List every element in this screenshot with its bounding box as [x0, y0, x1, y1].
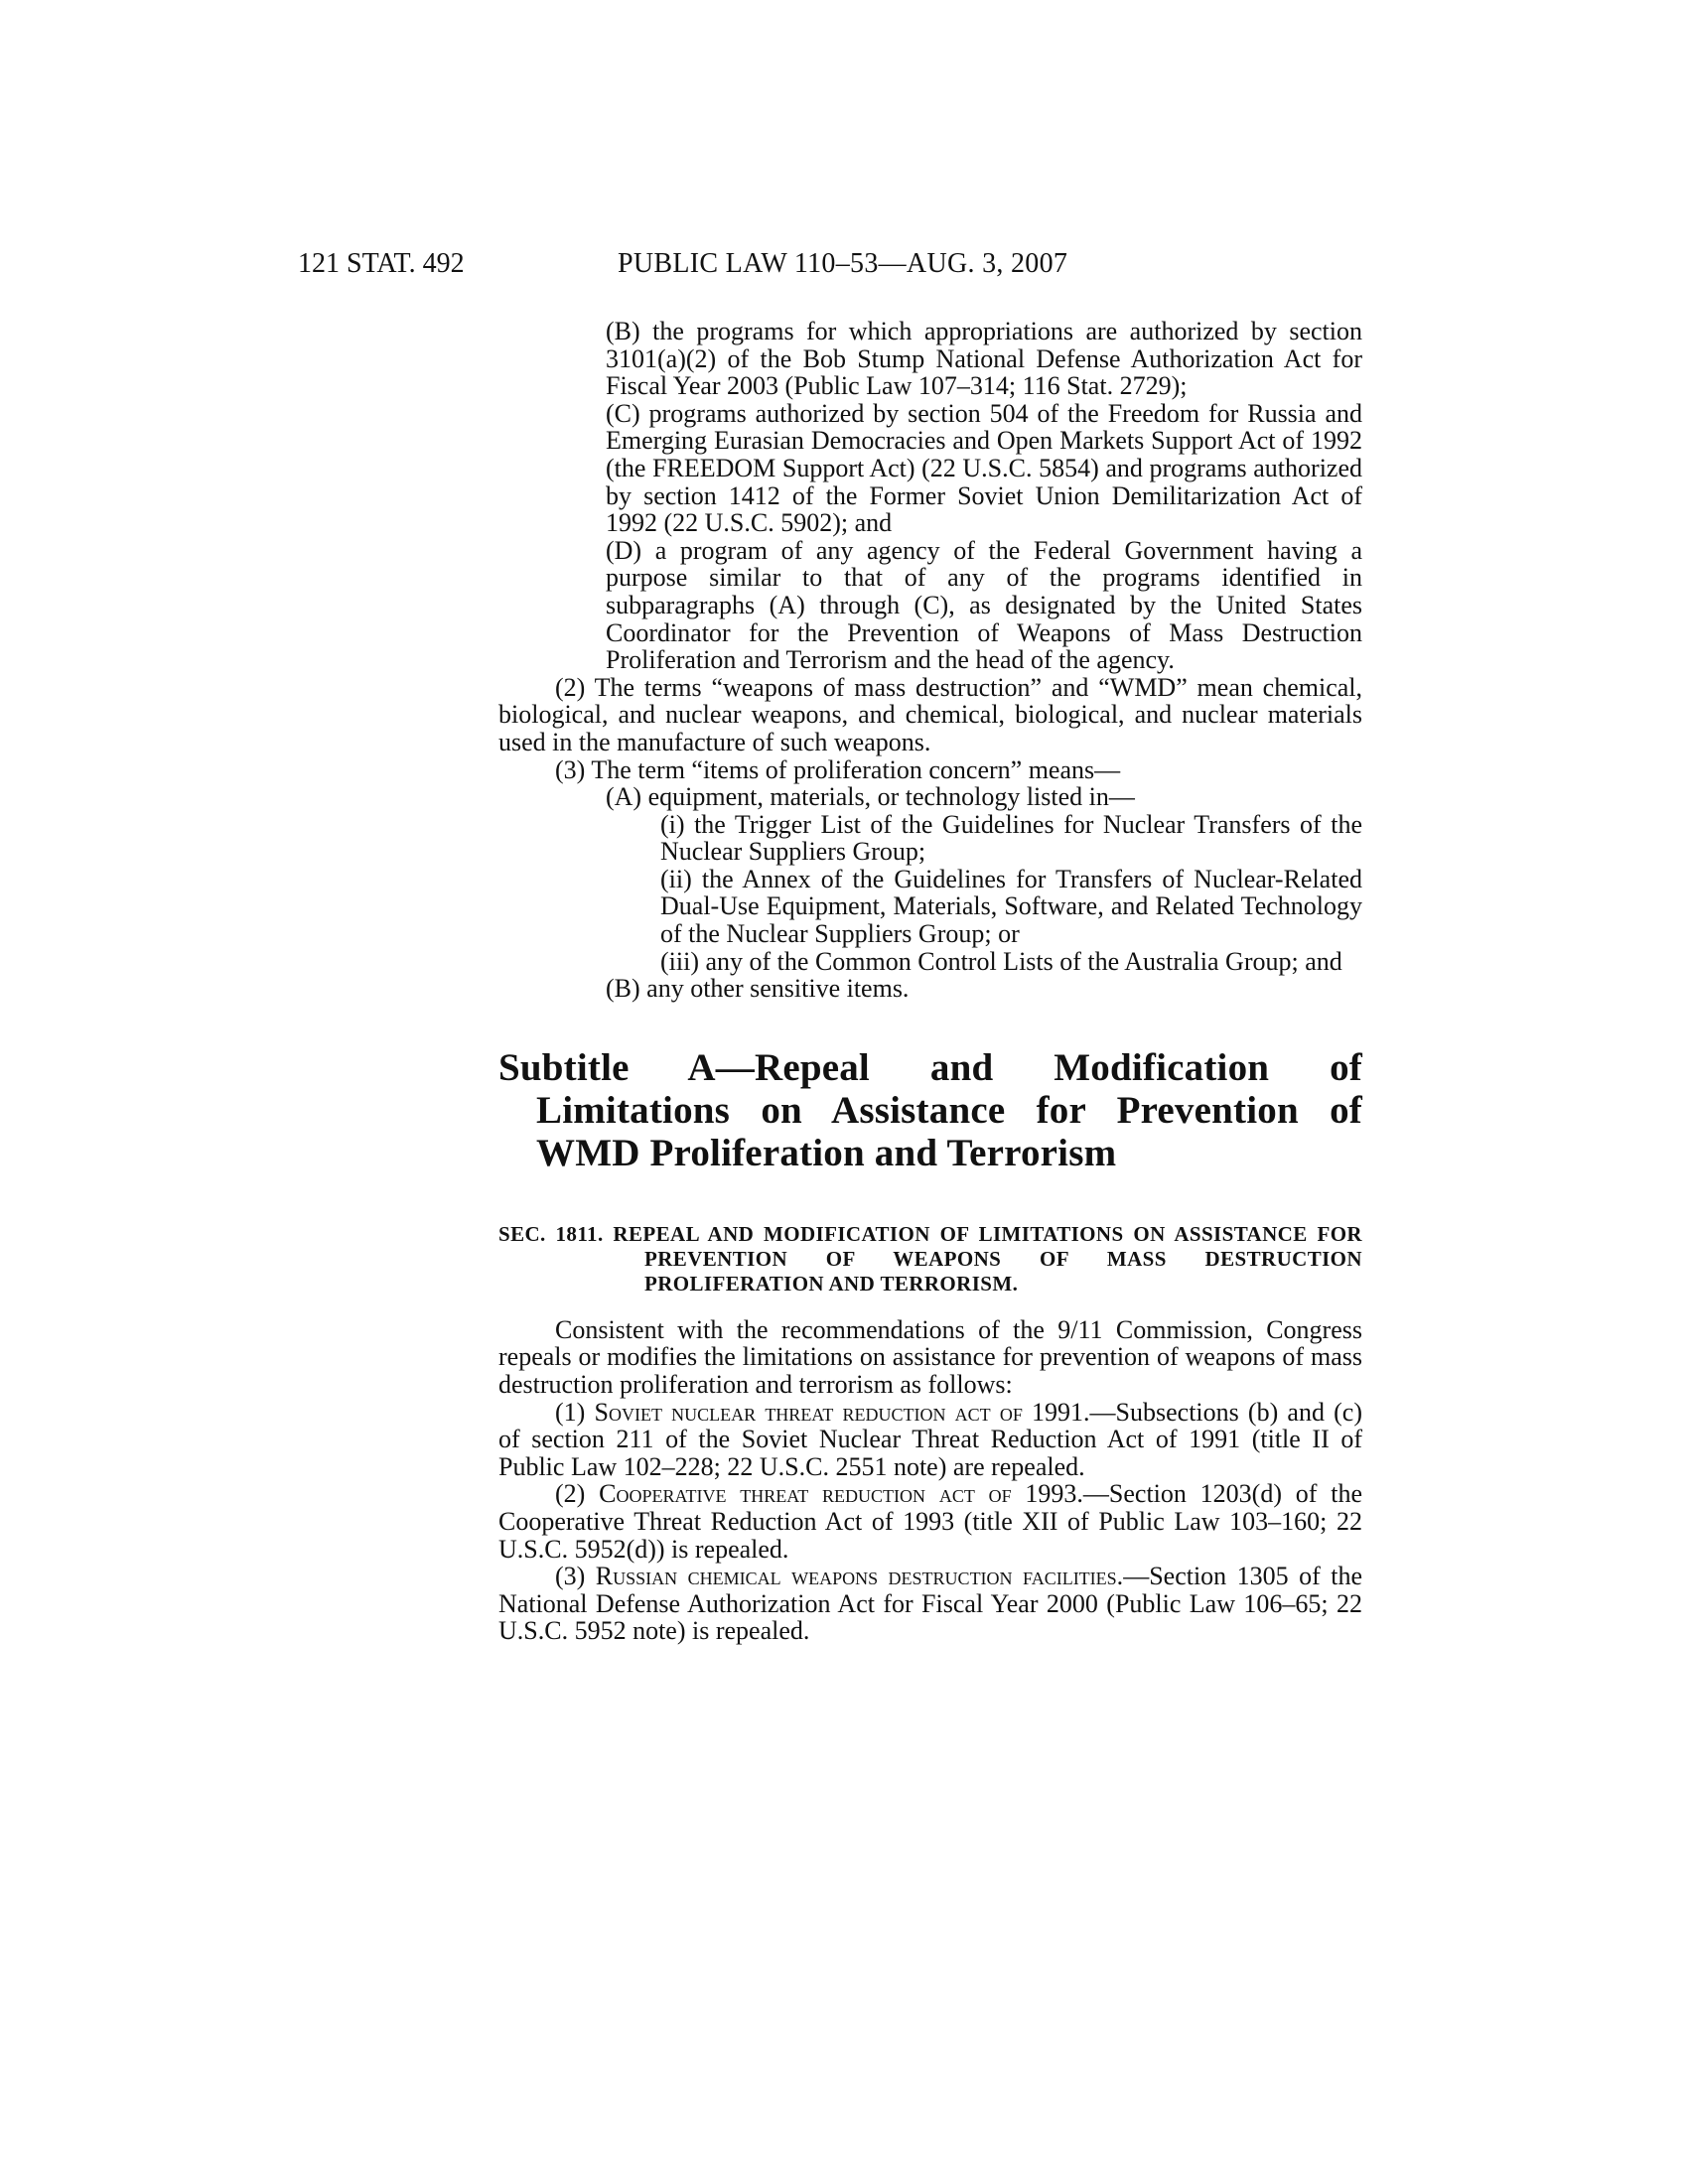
section-item-3-text: —Section 1305 of the National Defense Authorization Act for Fiscal Year 2000 (Public Law 106–65; 22 U.S.C. 5952 note) is repealed.	[498, 1562, 1362, 1646]
section-item-1	[498, 1399, 1362, 1481]
section-item-2-text: —Section 1203(d) of the Cooperative Threat Reduction Act of 1993 (title XII of Public Law 103–160; 22 U.S.C. 5952(d)) is repealed.	[498, 1479, 1362, 1564]
main-text-column	[498, 318, 1362, 1645]
section-item-1-text: —Subsections (b) and (c) of section 211 of the Soviet Nuclear Threat Reduction Act of 1991 (title II of Public Law 102–228; 22 U.S.C. 2551 note) are repealed.	[498, 1397, 1363, 1481]
section-item-3-title: Russian chemical weapons destruction facilities.	[595, 1562, 1124, 1591]
paragraph-3: (3) The term “items of proliferation concern” means—	[555, 754, 1121, 784]
section-item-2	[498, 1480, 1362, 1563]
paragraph-3-a-iii: (iii) any of the Common Control Lists of the Australia Group; and	[660, 946, 1342, 976]
section-item-3	[498, 1563, 1362, 1645]
section-item-2-title: Cooperative threat reduction act of 1993.	[599, 1479, 1083, 1509]
statute-page-number: 121 STAT. 492	[298, 248, 465, 279]
paragraph-3-a-i: (i) the Trigger List of the Guidelines for Nuclear Transfers of the Nuclear Suppliers Group;	[660, 809, 1362, 867]
section-item-1-title: Soviet nuclear threat reduction act of 1991.	[594, 1397, 1090, 1427]
section-heading: SEC. 1811. REPEAL AND MODIFICATION OF LIMITATIONS ON ASSISTANCE FOR PREVENTION OF WEAPONS OF MASS DESTRUCTION PROLIFERATION AND TERRORISM.	[498, 1221, 1362, 1296]
section-item-3-number: (3)	[555, 1562, 586, 1591]
section-item-1-number: (1)	[555, 1397, 586, 1427]
section-item-2-number: (2)	[555, 1479, 586, 1509]
section-intro: Consistent with the recommendations of the 9/11 Commission, Congress repeals or modifies the limitations on assistance for prevention of weapons of mass destruction proliferation and terrorism as follows:	[498, 1314, 1362, 1400]
paragraph-c-text: (C) programs authorized by section 504 of the Freedom for Russia and Emerging Eurasian Democracies and Open Markets Support Act of 1992 (the FREEDOM Support Act) (22 U.S.C. 5854) and programs authorized by section 1412 of the Former Soviet Union Demilitarization Act of 1992 (22 U.S.C. 5902); and	[606, 398, 1362, 538]
section-body	[498, 1316, 1362, 1645]
paragraph-3-b: (B) any other sensitive items.	[606, 974, 910, 1004]
paragraph-3-a-ii: (ii) the Annex of the Guidelines for Transfers of Nuclear-Related Dual-Use Equipment, Materials, Software, and Related Technology of the Nuclear Suppliers Group; or	[660, 864, 1362, 949]
paragraph-2: (2) The terms “weapons of mass destruction” and “WMD” mean chemical, biological, and nuclear weapons, and chemical, biological, and nuclear materials used in the manufacture of such weapons.	[498, 672, 1362, 756]
paragraph-3-a: (A) equipment, materials, or technology listed in—	[606, 782, 1135, 812]
subtitle-heading: Subtitle A—Repeal and Modification of Limitations on Assistance for Prevention of WMD Proliferation and Terrorism	[498, 1045, 1362, 1174]
paragraph-d	[498, 537, 1362, 674]
paragraph-b-text: (B) the programs for which appropriations are authorized by section 3101(a)(2) of the Bob Stump National Defense Authorization Act for Fiscal Year 2003 (Public Law 107–314; 116 Stat. 2729);	[606, 317, 1362, 401]
paragraph-c	[498, 400, 1362, 537]
paragraph-d-text: (D) a program of any agency of the Federal Government having a purpose similar to that of any of the programs identified in subparagraphs (A) through (C), as designated by the United States Coordinator for the Prevention of Weapons of Mass Destruction Proliferation and Terrorism and the head of the agency.	[606, 535, 1362, 675]
running-header: PUBLIC LAW 110–53—AUG. 3, 2007	[618, 248, 1068, 279]
paragraph-b	[498, 318, 1362, 400]
